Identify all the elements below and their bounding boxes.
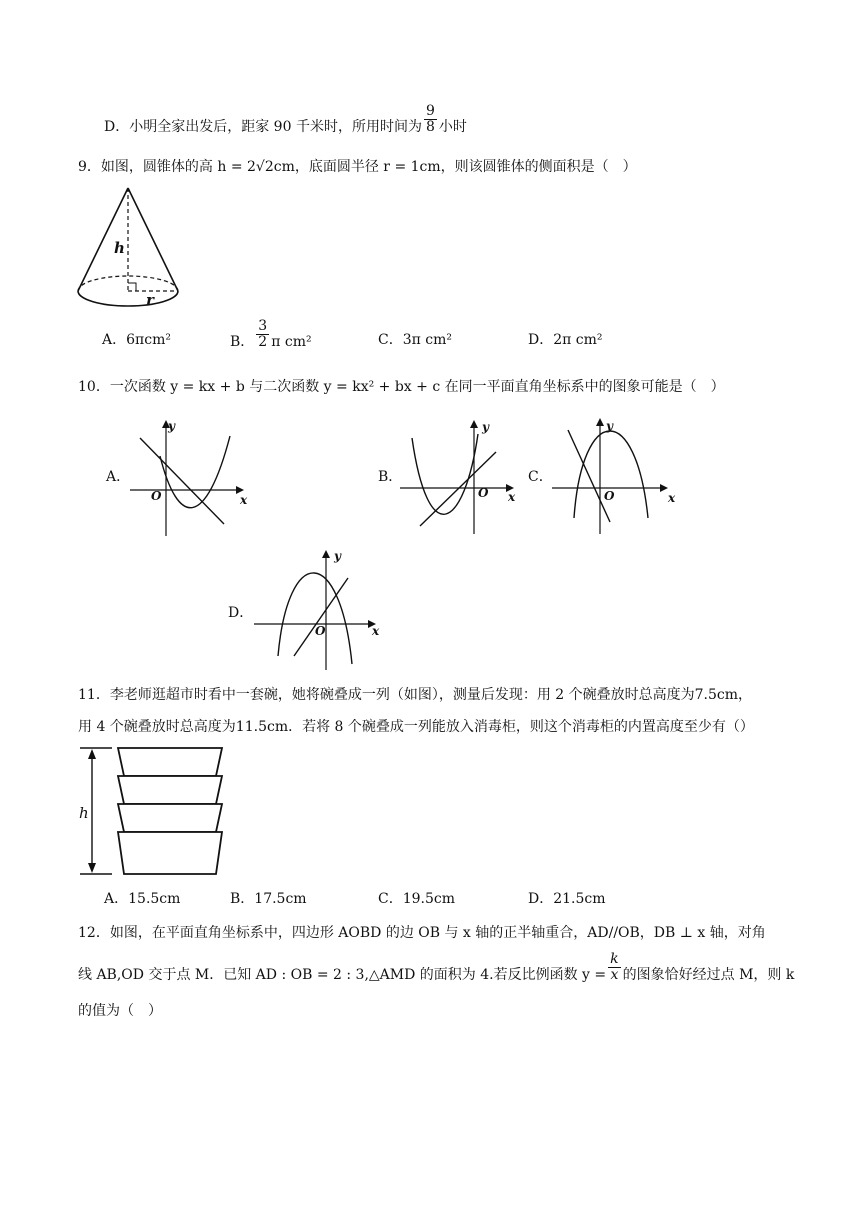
q8-option-d-label: D． — [104, 118, 130, 135]
q10-graph-b-x: x — [508, 490, 516, 504]
q12-stem-line1: 12．如图，在平面直角坐标系中，四边形 AOBD 的边 OB 与 x 轴的正半轴重合，AD//OB，DB ⊥ x 轴，对角 — [78, 925, 766, 941]
q10-graph-a-y: y — [168, 419, 175, 433]
q10-graph-c-label: C． — [528, 469, 553, 485]
q10-graph-d-o: O — [315, 624, 326, 638]
q8-option-d-text: 小明全家出发后，距家 90 千米时，所用时间为 — [129, 118, 422, 135]
q11-option-b: B．17.5cm — [230, 891, 307, 907]
q11-stem-line1: 11．李老师逛超市时看中一套碗，她将碗叠成一列（如图），测量后发现：用 2 个碗叠放时总高度为7.5cm， — [78, 687, 753, 703]
q12-stem-line2-after: 的图象恰好经过点 M，则 k — [622, 966, 795, 983]
q10-graph-b-y: y — [482, 420, 489, 434]
q8-option-d — [104, 103, 467, 136]
q12-stem-line2 — [78, 951, 795, 984]
bowls-figure — [76, 744, 236, 880]
q10-stem: 10．一次函数 y = kx + b 与二次函数 y = kx² + bx + c 在同一平面直角坐标系中的图象可能是（ ） — [78, 379, 725, 395]
q9-option-b-fraction: $\frac{3}{2}$ — [258, 318, 268, 351]
q8-option-d-fraction: $\frac{9}{8}$ — [425, 103, 435, 136]
q12-fraction: $\frac{k}{x}$ — [610, 951, 619, 984]
cone-figure — [74, 186, 184, 310]
q10-graph-a — [130, 418, 255, 538]
q12-stem-line3: 的值为（ ） — [78, 1003, 162, 1019]
q10-graph-c-x: x — [668, 491, 676, 505]
q10-graph-d-y: y — [334, 549, 341, 563]
cone-h-label: h — [114, 239, 125, 257]
q10-graph-b-label: B． — [378, 469, 403, 485]
q10-graph-b-o: O — [478, 486, 489, 500]
q10-graph-c-y: y — [606, 419, 613, 433]
q8-option-d-text-after: 小时 — [438, 118, 467, 135]
q10-graph-a-x: x — [240, 493, 248, 507]
q10-graph-c — [550, 414, 680, 536]
q10-graph-d-label: D． — [228, 605, 254, 621]
cone-r-label: r — [146, 291, 154, 309]
q9-option-c: C．3π cm² — [378, 332, 453, 348]
q9-option-a: A．6πcm² — [102, 332, 171, 348]
q11-stem-line2: 用 4 个碗叠放时总高度为11.5cm．若将 8 个碗叠成一列能放入消毒柜，则这个消毒柜的内置高度至少有（） — [78, 719, 754, 735]
q11-option-c: C．19.5cm — [378, 891, 456, 907]
q9-stem: 9．如图，圆锥体的高 h = 2√2cm，底面圆半径 r = 1cm，则该圆锥体的侧面积是（ ） — [78, 159, 637, 175]
q10-graph-b — [400, 418, 525, 538]
q10-graph-d-x: x — [372, 624, 380, 638]
q10-graph-c-o: O — [604, 489, 615, 503]
q12-stem-line2-before: 线 AB,OD 交于点 M．已知 AD : OB = 2 : 3,△AMD 的面积为 4.若反比例函数 y = — [78, 966, 607, 983]
q11-option-d: D．21.5cm — [528, 891, 606, 907]
q10-graph-a-label: A． — [106, 469, 131, 485]
q9-option-b: B． $\frac{3}{2}$ π cm² — [230, 318, 312, 351]
q9-option-d: D．2π cm² — [528, 332, 603, 348]
q10-graph-d — [254, 548, 384, 672]
q10-graph-a-o: O — [151, 489, 162, 503]
bowls-h-label: h — [79, 804, 89, 822]
q11-option-a: A．15.5cm — [104, 891, 181, 907]
